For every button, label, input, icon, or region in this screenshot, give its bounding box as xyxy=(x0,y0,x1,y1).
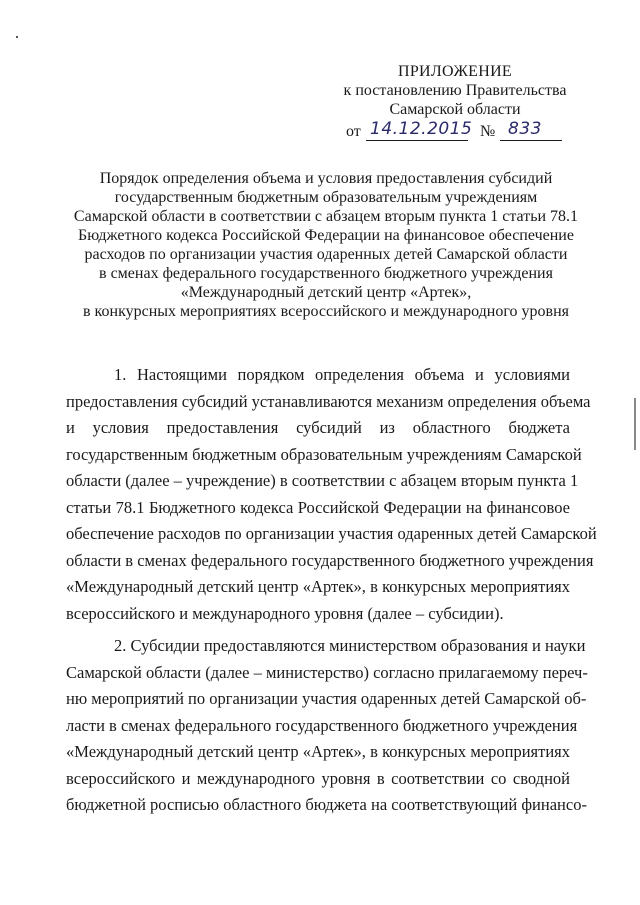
text-line: и условия предоставления субсидий из областного бюджета xyxy=(66,418,570,437)
title-line: Порядок определения объема и условия предоставления субсидий xyxy=(99,170,553,187)
decree-date: 14.12.2015 xyxy=(370,119,473,139)
title-line: государственным бюджетным образовательным учреждениям xyxy=(114,189,538,206)
text-line: обеспечение расходов по организации участия одаренных детей Самарской xyxy=(66,524,597,543)
text-line: области в сменах федерального государственного бюджетного учреждения xyxy=(66,550,594,570)
appendix-line-1: к постановлению Правительства xyxy=(343,82,567,99)
text-line: всероссийского и международного уровня (далее – субсидии). xyxy=(66,603,504,623)
title-line: в конкурсных мероприятиях всероссийского и международного уровня xyxy=(82,303,569,320)
title-line: в сменах федерального государственного бюджетного учреждения xyxy=(99,265,553,282)
text-line: бюджетной росписью областного бюджета на соответствующий финансо- xyxy=(66,795,587,814)
text-line: «Международный детский центр «Артек», в конкурсных мероприятиях xyxy=(66,742,570,761)
text-line: всероссийского и международного уровня в соответствии со сводной xyxy=(66,768,570,788)
date-underline xyxy=(366,140,468,141)
appendix-title: ПРИЛОЖЕНИЕ xyxy=(397,63,512,80)
text-line: Самарской области (далее – министерство) согласно прилагаемому переч- xyxy=(66,662,588,682)
title-line: Бюджетного кодекса Российской Федерации на финансовое обеспечение xyxy=(78,227,574,244)
text-line: области (далее – учреждение) в соответствии с абзацем вторым пункта 1 xyxy=(66,471,579,490)
date-prefix: от xyxy=(346,123,361,140)
scan-mark xyxy=(16,36,18,38)
title-line: «Международный детский центр «Артек», xyxy=(180,284,472,301)
text-line: статьи 78.1 Бюджетного кодекса Российской Федерации на финансовое xyxy=(66,497,570,517)
paragraph-1 xyxy=(66,362,597,627)
decree-reference xyxy=(340,120,570,142)
text-line: 1. Настоящими порядком определения объема и условиями xyxy=(114,365,570,384)
text-line: ласти в сменах федерального государственного бюджетного учреждения xyxy=(66,715,578,735)
document-body xyxy=(66,362,597,819)
scan-edge-mark xyxy=(634,398,636,450)
text-line: ню мероприятий по организации участия одаренных детей Самарской об- xyxy=(66,689,587,708)
paragraph-2 xyxy=(66,633,588,819)
title-line: расходов по организации участия одаренных детей Самарской области xyxy=(84,246,568,263)
document-title xyxy=(60,169,592,321)
text-line: 2. Субсидии предоставляются министерством образования и науки xyxy=(114,636,586,655)
appendix-block xyxy=(340,62,570,142)
number-underline xyxy=(500,140,562,141)
title-line: Самарской области в соответствии с абзацем вторым пункта 1 статьи 78.1 xyxy=(73,208,579,225)
number-sign: № xyxy=(480,123,496,140)
text-line: «Международный детский центр «Артек», в конкурсных мероприятиях xyxy=(66,577,570,596)
decree-number: 833 xyxy=(508,119,542,139)
text-line: государственным бюджетным образовательным учреждениям Самарской xyxy=(66,444,582,464)
appendix-line-2: Самарской области xyxy=(389,101,521,118)
text-line: предоставления субсидий устанавливаются механизм определения объема xyxy=(66,391,591,411)
